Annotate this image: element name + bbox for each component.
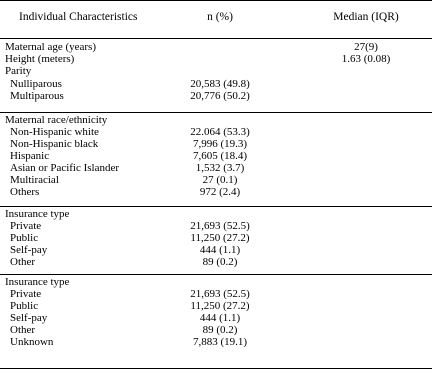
row-label: Insurance type xyxy=(5,276,70,288)
row-label: Multiracial xyxy=(10,174,59,186)
table-bottom-rule xyxy=(0,368,432,369)
row-label: Public xyxy=(10,300,39,312)
row-n-percent: 89 (0.2) xyxy=(202,324,238,336)
row-label: Hispanic xyxy=(10,150,50,162)
row-label: Public xyxy=(10,232,39,244)
row-label: Others xyxy=(10,186,40,198)
row-label: Private xyxy=(10,220,42,232)
row-n-percent: 444 (1.1) xyxy=(199,312,241,324)
row-median-iqr: 27(9) xyxy=(354,41,378,53)
row-n-percent: 972 (2.4) xyxy=(199,186,241,198)
row-n-percent: 20,583 (49.8) xyxy=(190,78,250,90)
row-label: Other xyxy=(10,324,36,336)
row-label: Self-pay xyxy=(10,244,48,256)
row-n-percent: 7,883 (19.1) xyxy=(192,336,248,348)
row-n-percent: 11,250 (27.2) xyxy=(190,232,250,244)
row-n-percent: 21,693 (52.5) xyxy=(190,220,250,232)
row-label: Unknown xyxy=(10,336,54,348)
row-n-percent: 7,996 (19.3) xyxy=(192,138,248,150)
row-n-percent: 22.064 (53.3) xyxy=(190,126,250,138)
row-n-percent: 7,605 (18.4) xyxy=(192,150,248,162)
section-rule-insurance-1 xyxy=(0,206,432,207)
row-label: Other xyxy=(10,256,36,268)
row-n-percent: 1,532 (3.7) xyxy=(195,162,245,174)
row-label: Nulliparous xyxy=(10,78,62,90)
row-n-percent: 89 (0.2) xyxy=(202,256,238,268)
row-label: Insurance type xyxy=(5,208,70,220)
header-median-iqr: Median (IQR) xyxy=(333,11,399,23)
row-n-percent: 444 (1.1) xyxy=(199,244,241,256)
row-label: Maternal age (years) xyxy=(5,41,97,53)
row-label: Multiparous xyxy=(10,90,64,102)
section-rule-insurance-2 xyxy=(0,274,432,275)
row-label: Private xyxy=(10,288,42,300)
header-rule xyxy=(0,38,432,39)
row-label: Height (meters) xyxy=(5,53,75,65)
row-n-percent: 20,776 (50.2) xyxy=(190,90,250,102)
row-label: Self-pay xyxy=(10,312,48,324)
row-n-percent: 21,693 (52.5) xyxy=(190,288,250,300)
row-median-iqr: 1.63 (0.08) xyxy=(341,53,391,65)
row-n-percent: 27 (0.1) xyxy=(202,174,238,186)
row-label: Maternal race/ethnicity xyxy=(5,114,108,126)
row-label: Asian or Pacific Islander xyxy=(10,162,120,174)
row-n-percent: 11,250 (27.2) xyxy=(190,300,250,312)
row-label: Parity xyxy=(5,65,32,77)
header-n-percent: n (%) xyxy=(207,11,233,23)
row-label: Non-Hispanic black xyxy=(10,138,99,150)
header-characteristics: Individual Characteristics xyxy=(19,11,138,23)
table-top-rule xyxy=(0,0,432,1)
section-rule-race xyxy=(0,112,432,113)
row-label: Non-Hispanic white xyxy=(10,126,99,138)
